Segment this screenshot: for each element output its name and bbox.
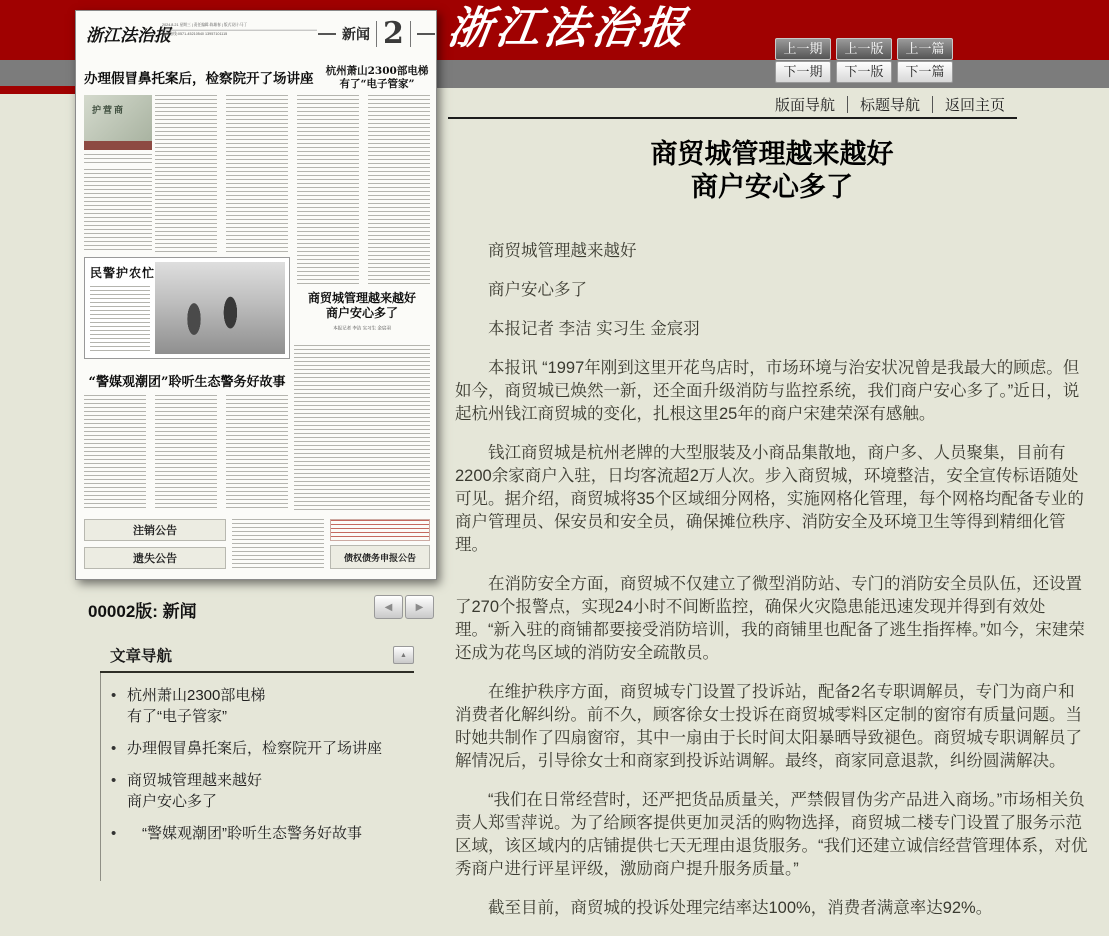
- article-nav-item-line: • “警媒观潮团”聆听生态警务好故事: [127, 825, 362, 842]
- mini-photo-business: [84, 95, 152, 141]
- article-nav-item-line: • 办理假冒鼻托案后，检察院开了场讲座: [127, 740, 383, 757]
- mini-masthead-logo: 浙江法治报: [86, 26, 171, 46]
- article-nav-title: 文章导航: [110, 648, 173, 665]
- mini-headline-main: 办理假冒鼻托案后，检察院开了场讲座: [84, 71, 314, 87]
- mini-issue-line2: 新闻热线:0571-45210540 13957101115: [162, 32, 228, 37]
- collapse-button[interactable]: [393, 646, 414, 664]
- mini-text-column: [368, 95, 430, 287]
- article-paragraph: 本报讯 “1997年刚到这里开花鸟店时，市场环境与治安状况曾是我最大的顾虑。但如今，商贸城已焕然一新，还全面升级消防与监控系统，我们商户安心多了。”近日，说起杭州钱江商贸城的变化，扎根这里25年的商户宋建荣深有感触。: [455, 359, 1080, 423]
- next-page-button[interactable]: 下一版: [836, 61, 892, 83]
- mini-issue-info: [162, 23, 317, 37]
- mini-text-column: [155, 395, 217, 511]
- page-next-button[interactable]: [405, 595, 434, 619]
- article-nav-item[interactable]: [101, 685, 414, 727]
- article-nav-item[interactable]: [101, 823, 414, 844]
- article-paragraph: 在消防安全方面，商贸城不仅建立了微型消防站、专门的消防安全员队伍，还设置了270个报警点，实现24小时不间断监控，确保火灾隐患能迅速发现并得到有效处理。“新入驻的商铺都要接受消防培训，我的商铺里也配备了逃生指挥棒。”如今，宋建荣还成为花鸟区域的消防安全疏散员。: [455, 575, 1085, 662]
- mini-notice-phone-block: [330, 519, 430, 541]
- mini-photo-police-field: [155, 262, 285, 354]
- article-nav-header: [100, 644, 414, 666]
- up-arrow-icon: ▲: [400, 651, 407, 659]
- article-nav-list: [100, 673, 414, 881]
- mini-headline-right-l2: 有了“电子管家”: [339, 78, 415, 90]
- mini-section-label: 新闻: [342, 27, 370, 43]
- mini-photo-overlay-text: 护营商: [92, 105, 126, 115]
- mini-text-block: [232, 519, 324, 569]
- newspaper-thumbnail[interactable]: [75, 10, 437, 580]
- dash-rule: [318, 33, 336, 35]
- next-issue-button[interactable]: 下一期: [775, 61, 831, 83]
- mini-section-block: [318, 16, 435, 51]
- mini-article-headline: [294, 291, 430, 333]
- mini-article-byline: 本报记者 李洁 实习生 金宸羽: [333, 326, 391, 331]
- article-nav-item-line: 商户安心多了: [127, 793, 218, 810]
- page-label: 00002版: 新闻: [88, 602, 197, 621]
- mini-text-block: [294, 345, 430, 511]
- next-article-button[interactable]: 下一篇: [897, 61, 953, 83]
- article-subtitle-line: 商户安心多了: [488, 281, 587, 299]
- issue-nav-buttons: [775, 38, 953, 83]
- page-prev-button[interactable]: [374, 595, 403, 619]
- right-arrow-icon: ▶: [415, 601, 424, 613]
- mini-text-column: [155, 95, 217, 253]
- mini-issue-line1: 2024.8.21 星期三 | 责任编辑:陈雄春 | 版式设计:马丁: [162, 23, 317, 30]
- article-nav-item-line: • 杭州萧山2300部电梯: [127, 687, 266, 704]
- mini-text-column: [84, 395, 146, 511]
- mini-text-column: [226, 395, 288, 511]
- mini-article-title-l2: 商户安心多了: [325, 306, 398, 320]
- mini-notice-cancellation: 注销公告: [84, 519, 226, 541]
- prev-page-button[interactable]: 上一版: [836, 38, 892, 60]
- mini-page-number: 2: [383, 16, 404, 51]
- mini-headline-bottom: “警媒观潮团”聆听生态警务好故事: [88, 375, 286, 390]
- mini-notice-debt: 债权债务申报公告: [330, 545, 430, 569]
- article-nav-panel: [100, 644, 414, 881]
- mini-notice-loss: 遗失公告: [84, 547, 226, 569]
- header-red-strip: [0, 86, 75, 94]
- article-title: [455, 138, 1089, 204]
- mini-text-column: [226, 95, 288, 253]
- mini-article-title-l1: 商贸城管理越来越好: [307, 291, 416, 305]
- article-byline: 本报记者 李洁 实习生 金宸羽: [488, 320, 700, 338]
- title-nav-link[interactable]: 标题导航: [859, 97, 920, 114]
- divider: [410, 21, 411, 47]
- article-subtitle-line: 商贸城管理越来越好: [488, 242, 637, 260]
- article: [455, 138, 1089, 936]
- mini-photo-caption-band: [84, 141, 152, 150]
- article-title-line1: 商贸城管理越来越好: [650, 139, 894, 169]
- article-title-line2: 商户安心多了: [691, 172, 853, 202]
- prev-issue-button[interactable]: 上一期: [775, 38, 831, 60]
- site-logo: 浙江法治报: [444, 3, 692, 54]
- dash-rule: [417, 33, 435, 35]
- left-arrow-icon: ◀: [384, 601, 393, 613]
- article-nav-item[interactable]: [101, 738, 414, 759]
- article-nav-item-line: 有了“电子管家”: [127, 708, 227, 725]
- page-pager: [374, 595, 434, 619]
- divider: [376, 21, 377, 47]
- home-link[interactable]: 返回主页: [944, 97, 1005, 114]
- header-rule: [448, 117, 1017, 119]
- article-paragraph: 截至目前，商贸城的投诉处理完结率达100%，消费者满意率达92%。: [488, 899, 993, 917]
- article-nav-item[interactable]: [101, 770, 414, 812]
- mini-feature-title: 民警护农忙: [90, 266, 156, 280]
- article-paragraph: 钱江商贸城是杭州老牌的大型服装及小商品集散地，商户多、人员聚集，目前有2200余家商户入驻，日均客流超2万人次。步入商贸城，环境整洁，安全宣传标语随处可见。据介绍，商贸城将35个区域细分网格，实施网格化管理，每个网格均配备专业的商户管理员、保安员和安全员，确保摊位秩序、消防安全及环境卫生等得到精细化管理。: [455, 444, 1084, 554]
- mini-headline-right: [324, 65, 430, 91]
- mini-text-block: [84, 154, 152, 165]
- sub-nav: [448, 94, 1017, 115]
- article-nav-item-line: • 商贸城管理越来越好: [127, 772, 263, 789]
- mini-headline-right-l1: 杭州萧山2300部电梯: [325, 65, 429, 77]
- article-body: [455, 240, 1089, 920]
- mini-text-column: [297, 95, 359, 287]
- mini-feature-box: [84, 257, 290, 359]
- article-paragraph: 在维护秩序方面，商贸城专门设置了投诉站，配备2名专职调解员，专门为商户和消费者化解纠纷。前不久，顾客徐女士投诉在商贸城零料区定制的窗帘有质量问题。当时她共制作了四扇窗帘，其中一扇由于长时间太阳暴晒导致褪色。商贸城专职调解员了解情况后，引导徐女士和商家到投诉站调解。最终，商家同意退款，纠纷圆满解决。: [455, 683, 1082, 770]
- mini-text-block: [90, 286, 150, 352]
- layout-nav-link[interactable]: 版面导航: [774, 97, 835, 114]
- article-paragraph: “我们在日常经营时，还严把货品质量关，严禁假冒伪劣产品进入商场。”市场相关负责人郑雪萍说。为了给顾客提供更加灵活的购物选择，商贸城二楼专门设置了服务示范区域，该区域内的店铺提供七天无理由退货服务。“我们还建立诚信经营管理体系，对优秀商户进行评星评级，激励商户提升服务质量。”: [455, 791, 1088, 878]
- mini-text-column: [84, 169, 152, 253]
- prev-article-button[interactable]: 上一篇: [897, 38, 953, 60]
